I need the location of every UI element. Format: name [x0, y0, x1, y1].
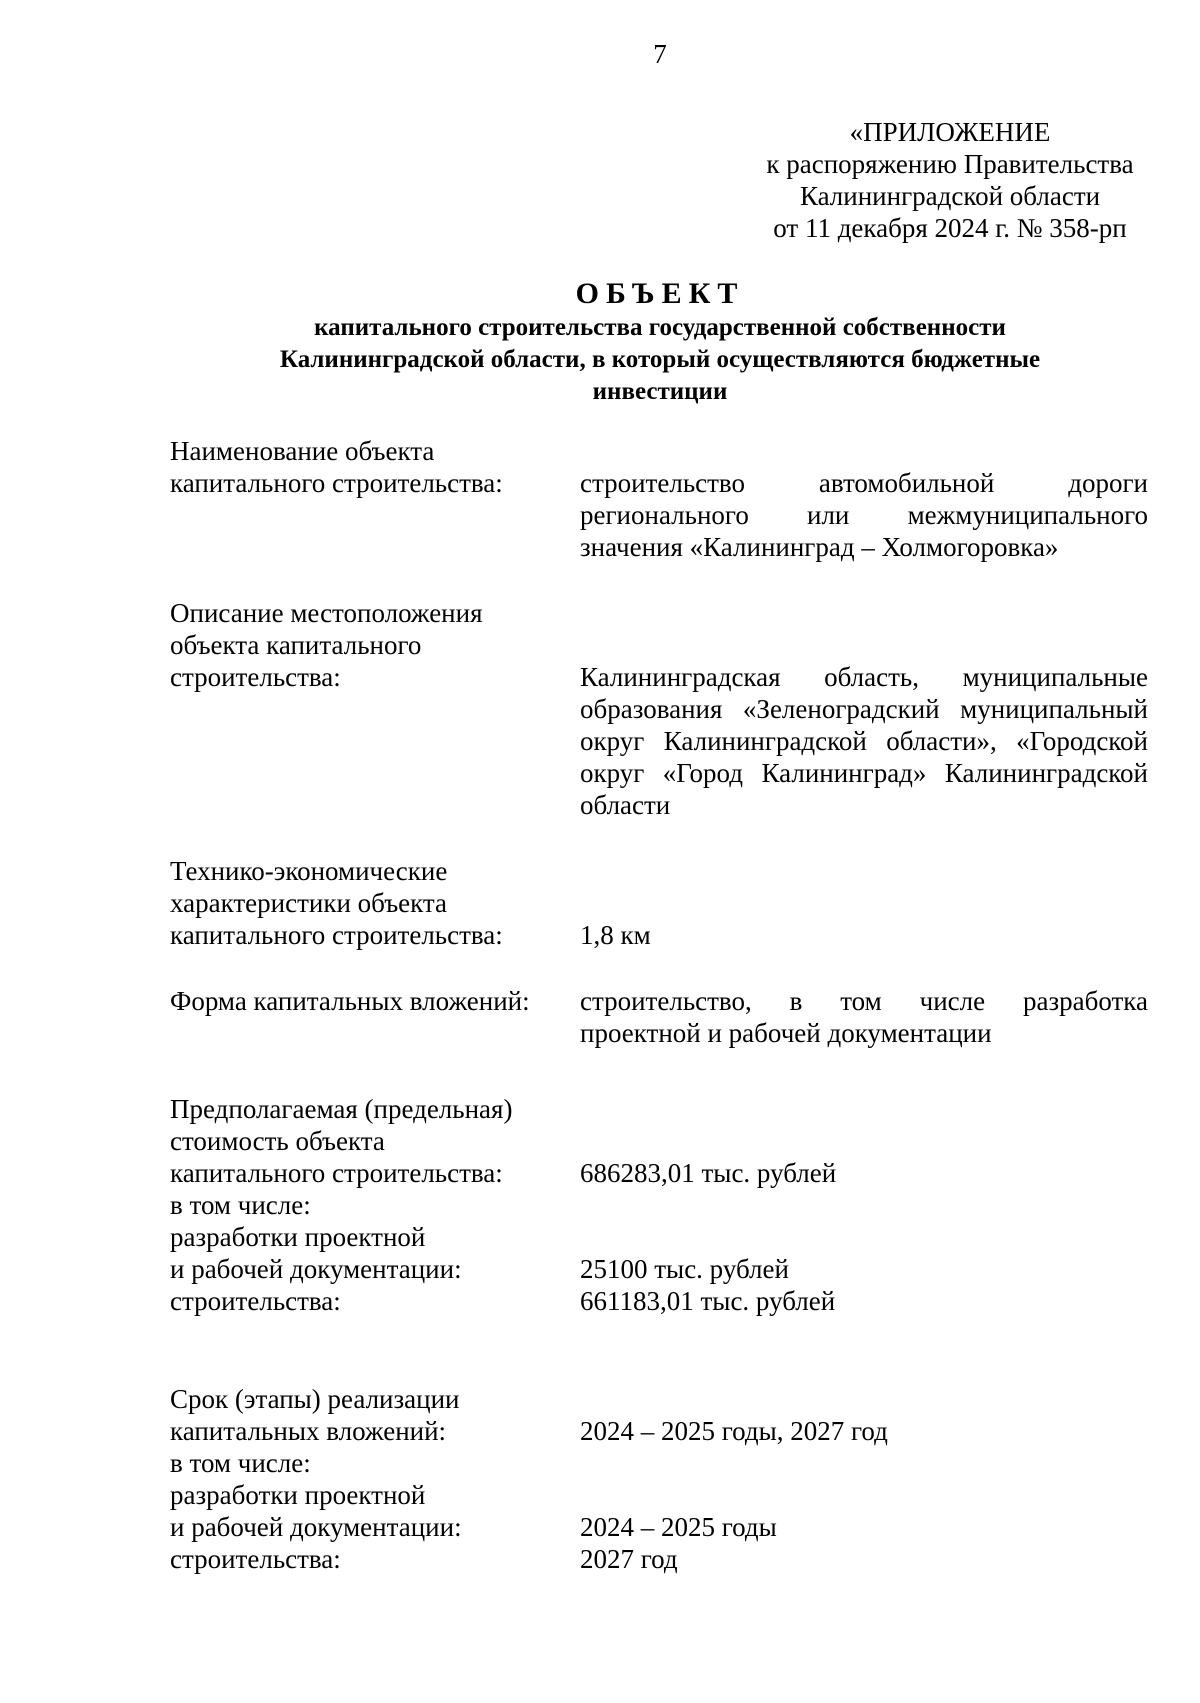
- cost-construction-value: [580, 1285, 1148, 1317]
- appendix-date-number: от 11 декабря 2024 г. № 358-рп: [773, 213, 1127, 243]
- label-line: объекта капитального: [170, 630, 422, 660]
- appendix-order-ref: к распоряжению Правительства: [766, 149, 1134, 179]
- cost-total-value: [580, 1157, 1148, 1189]
- label-line: Технико-экономические: [170, 856, 448, 886]
- timeline-design-value: [580, 1511, 1148, 1543]
- document-title: ОБЪЕКТ: [575, 277, 745, 310]
- value-line: 1,8 км: [580, 920, 651, 950]
- label-line: и рабочей документации:: [170, 1254, 462, 1284]
- label-line: капитального строительства:: [170, 1158, 503, 1188]
- label-line: капитального строительства:: [170, 920, 503, 950]
- timeline-construction-value: [580, 1543, 1148, 1575]
- label-line: капитального строительства:: [170, 468, 503, 498]
- value-line: значения «Калининград – Холмогоровка»: [580, 532, 1059, 562]
- value-line: 661183,01 тыс. рублей: [580, 1286, 836, 1316]
- label-line: Срок (этапы) реализации: [170, 1384, 460, 1414]
- value-line: округ Калининградской области», «Городской: [580, 726, 1148, 756]
- value-line: образования «Зеленоградский муниципальный: [580, 694, 1148, 724]
- value-line: 2024 – 2025 годы: [580, 1512, 777, 1542]
- field-value: [580, 985, 1148, 1049]
- label-line: строительства:: [170, 1286, 341, 1316]
- document-heading: [150, 277, 1170, 408]
- field-value: [580, 919, 1148, 951]
- appendix-header: [745, 116, 1155, 244]
- label-line: разработки проектной: [170, 1222, 426, 1252]
- appendix-region: Калининградской области: [799, 181, 1101, 211]
- value-line: 686283,01 тыс. рублей: [580, 1158, 837, 1188]
- value-line: 25100 тыс. рублей: [580, 1254, 789, 1284]
- label-line: разработки проектной: [170, 1480, 426, 1510]
- heading-line-1: капитального строительства государственной собственности: [314, 314, 1006, 341]
- label-line: стоимость объекта: [170, 1126, 385, 1156]
- label-line: характеристики объекта: [170, 888, 448, 918]
- label-line: Предполагаемая (предельная): [170, 1094, 513, 1124]
- value-line: округ «Город Калининград» Калининградской: [580, 758, 1148, 788]
- field-value: [580, 467, 1148, 563]
- field-value: [580, 661, 1148, 821]
- value-line: строительство, в том числе разработка: [580, 986, 1148, 1016]
- label-line: строительства:: [170, 1544, 341, 1574]
- cost-design-value: [580, 1253, 1148, 1285]
- field-label: [170, 597, 570, 693]
- value-line: 2027 год: [580, 1544, 678, 1574]
- label-line: строительства:: [170, 662, 341, 692]
- field-label: [170, 855, 570, 951]
- timeline-total-value: [580, 1415, 1148, 1447]
- label-line: Наименование объекта: [170, 436, 435, 466]
- value-line: 2024 – 2025 годы, 2027 год: [580, 1416, 888, 1446]
- page-number: 7: [653, 39, 667, 69]
- field-label: [170, 1383, 570, 1575]
- value-line: проектной и рабочей документации: [580, 1018, 992, 1048]
- value-line: области: [580, 790, 671, 820]
- appendix-title: «ПРИЛОЖЕНИЕ: [849, 117, 1051, 147]
- label-line: Описание местоположения: [170, 598, 483, 628]
- label-line: капитальных вложений:: [170, 1416, 447, 1446]
- value-line: строительство автомобильной дороги: [580, 468, 1148, 498]
- field-label: [170, 985, 570, 1017]
- value-line: регионального или межмуниципального: [580, 500, 1148, 530]
- heading-line-2: Калининградской области, в который осуществляются бюджетные: [279, 346, 1041, 373]
- field-label: [170, 435, 570, 499]
- field-label: [170, 1093, 570, 1317]
- heading-line-3: инвестиции: [592, 378, 728, 405]
- label-line: в том числе:: [170, 1448, 311, 1478]
- value-line: Калининградская область, муниципальные: [580, 662, 1148, 692]
- label-line: Форма капитальных вложений:: [170, 986, 530, 1016]
- label-line: в том числе:: [170, 1190, 311, 1220]
- label-line: и рабочей документации:: [170, 1512, 462, 1542]
